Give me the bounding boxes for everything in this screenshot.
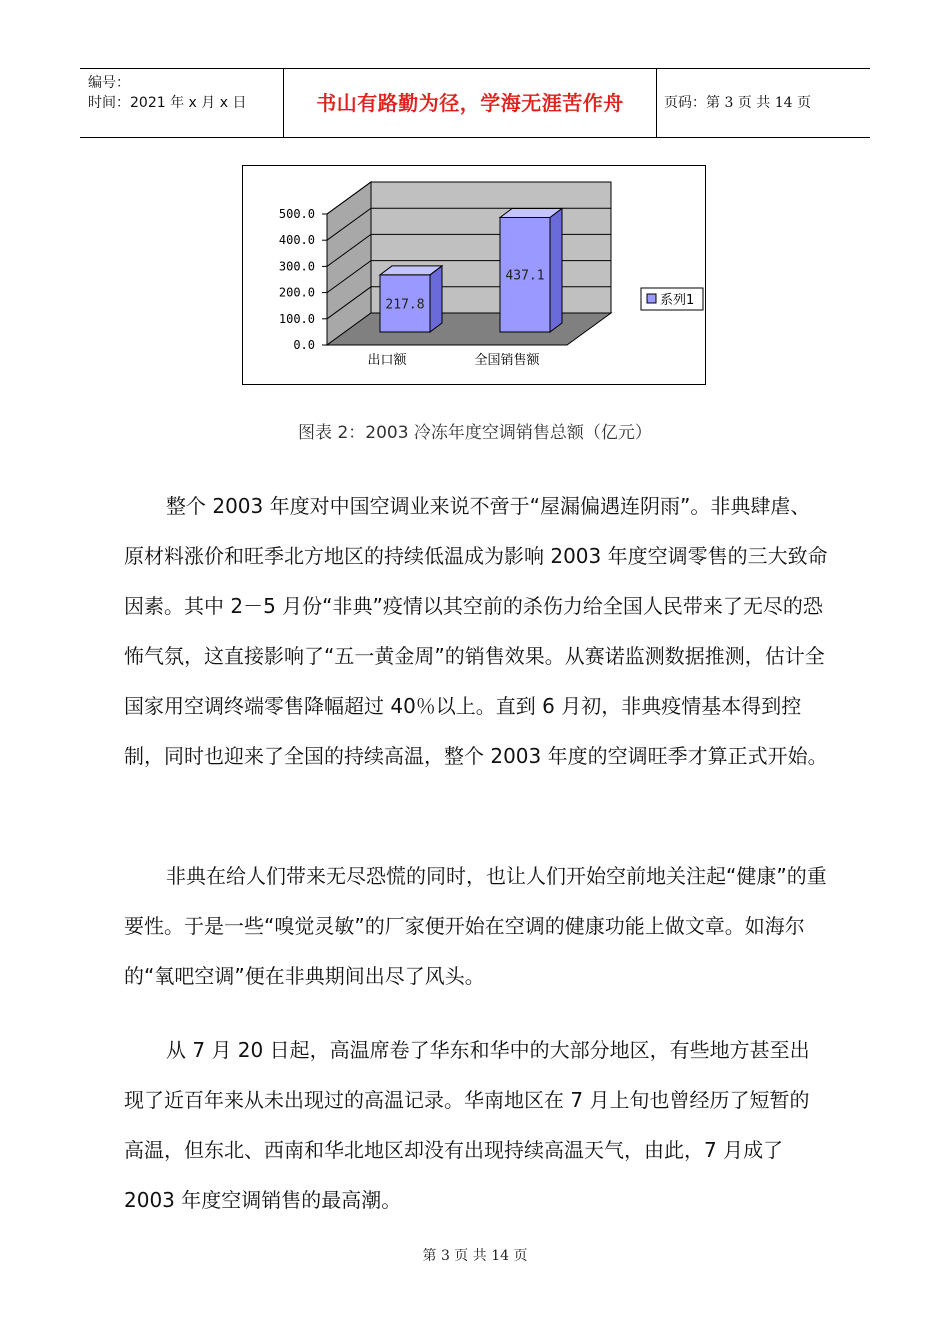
bar-side [550,208,562,332]
legend-label: 系列1 [660,293,695,308]
page-footer: 第 3 页 共 14 页 [422,1248,528,1264]
header-motto: 书山有路勤为径，学海无涯苦作舟 [316,91,624,115]
y-tick-label: 400.0 [278,233,315,248]
chart-floor [327,313,611,345]
bar-data-label: 217.8 [385,297,425,313]
y-tick-label: 200.0 [278,285,315,300]
document-time-label: 时间：2021 年 x 月 x 日 [88,95,247,111]
header-page-number: 页码：第 3 页 共 14 页 [664,95,811,111]
bar-data-label: 437.1 [505,268,545,284]
y-tick-label: 300.0 [278,259,315,274]
y-tick-label: 500.0 [278,207,315,221]
bar-side [430,266,442,332]
paragraph-2: 非典在给人们带来无尽恐慌的同时，也让人们开始空前地关注起“健康”的重要性。于是一些“嗅觉灵敏”的厂家便开始在空调的健康功能上做文章。如海尔的“氧吧空调”便在非典期间出尽了风头。 [124,864,827,988]
header-meta [88,73,284,113]
chart-canvas [243,166,705,384]
figure-caption: 图表 2：2003 冷冻年度空调销售总额（亿元） [298,423,652,443]
x-category-label: 全国销售额 [474,353,540,368]
document-number-label: 编号： [88,75,130,91]
header-motto-cell [283,69,657,137]
y-tick-label: 0.0 [293,338,315,352]
sales-chart [242,165,706,385]
page-header [80,68,870,138]
paragraph-1: 整个 2003 年度对中国空调业来说不啻于“屋漏偏遇连阴雨”。非典肆虐、原材料涨价和旺季北方地区的持续低温成为影响 2003 年度空调零售的三大致命因素。其中 2－5 月份“非典”疫情以其空前的杀伤力给全国人民带来了无尽的恐怖气氛，这直接影响了“五一黄金周”的销售效果。从赛诺监测数据推测，估计全国家用空调终端零售降幅超过 40％以上。直到 6 月初，非典疫情基本得到控制，同时也迎来了全国的持续高温，整个 2003 年度的空调旺季才算正式开始。 [124,494,828,768]
x-category-label: 出口额 [367,353,407,368]
y-tick-label: 100.0 [278,311,315,326]
legend-swatch [647,294,656,303]
paragraph-3: 从 7 月 20 日起，高温席卷了华东和华中的大部分地区，有些地方甚至出现了近百年来从未出现过的高温记录。华南地区在 7 月上旬也曾经历了短暂的高温，但东北、西南和华北地区却没有出现持续高温天气，由此，7 月成了 2003 年度空调销售的最高潮。 [124,1038,810,1212]
